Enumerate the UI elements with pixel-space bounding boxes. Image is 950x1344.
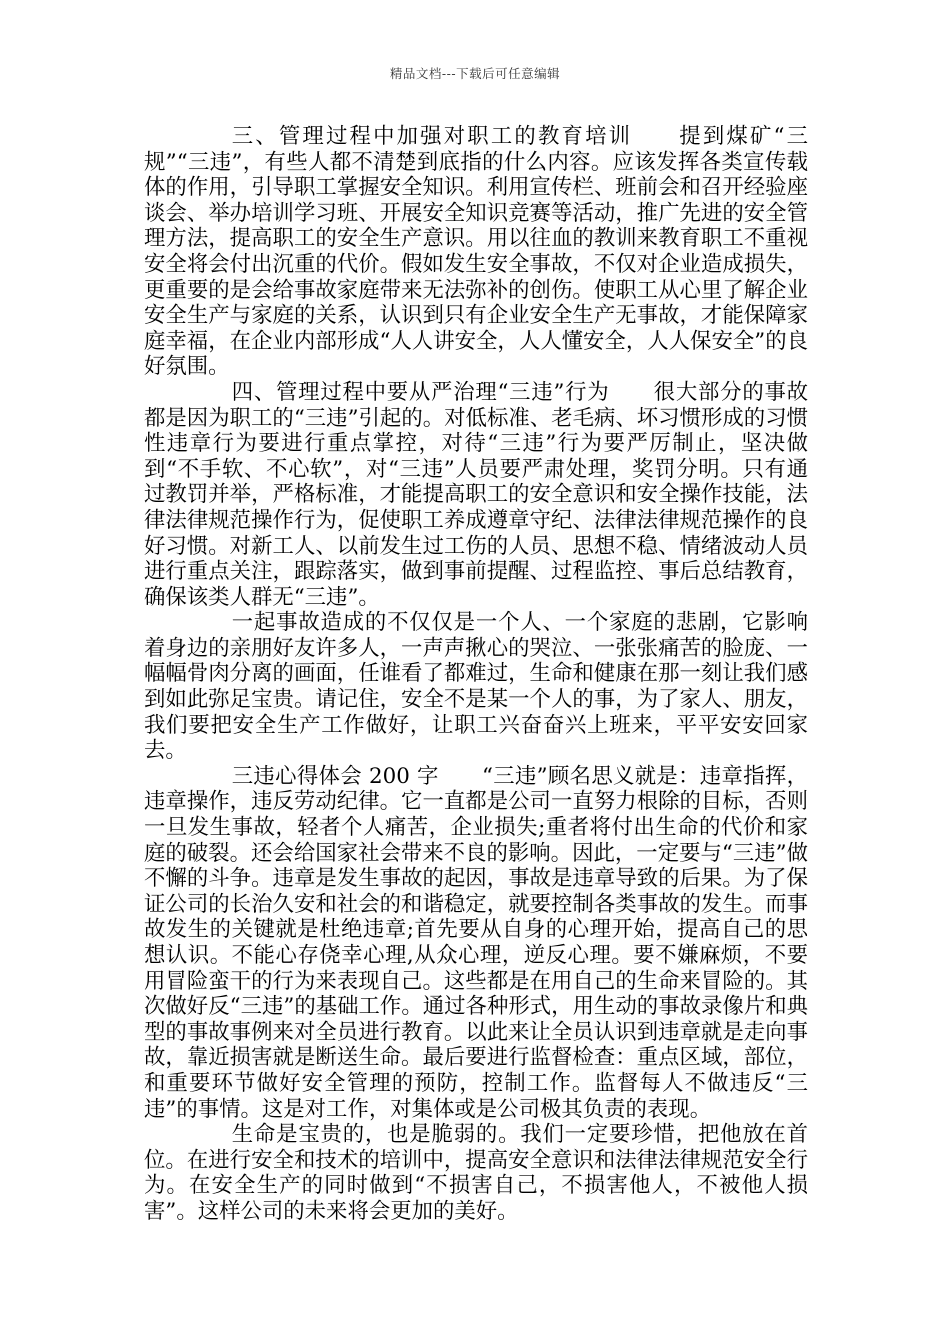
paragraph-accident-tragedy: 一起事故造成的不仅仅是一个人、一个家庭的悲剧，它影响着身边的亲朋好友许多人，一声声揪心的哭泣、一张张痛苦的脸庞、一幅幅骨肉分离的画面，任谁看了都难过，生命和健康在那一刻让我们感到如此弥足宝贵。请记住，安全不是某一个人的事，为了家人、朋友，我们要把安全生产工作做好，让职工兴奋奋兴上班来，平平安安回家去。 xyxy=(144,610,808,764)
paragraph-strict-governance: 四、管理过程中要从严治理“三违”行为 很大部分的事故都是因为职工的“三违”引起的。对低标准、老毛病、坏习惯形成的习惯性违章行为要进行重点掌控，对待“三违”行为要严厉制止，坚决做到“不手软、不心软”，对“三违”人员要严肃处理，奖罚分明。只有通过教罚并举，严格标准，才能提高职工的安全意识和安全操作技能，法律法律规范操作行为，促使职工养成遵章守纪、法律法律规范操作的良好习惯。对新工人、以前发生过工伤的人员、思想不稳、情绪波动人员进行重点关注，跟踪落实，做到事前提醒、过程监控、事后总结教育，确保该类人群无“三违”。 xyxy=(144,379,808,610)
page-header: 精品文档---下载后可任意编辑 xyxy=(389,66,561,81)
paragraph-life-precious: 生命是宝贵的，也是脆弱的。我们一定要珍惜，把他放在首位。在进行安全和技术的培训中，提高安全意识和法律法律规范安全行为。在安全生产的同时做到“不损害自己，不损害他人，不被他人损害”。这样公司的未来将会更加的美好。 xyxy=(144,1122,808,1224)
document-body xyxy=(144,124,808,1225)
paragraph-reflection-200: 三违心得体会 200 字 “三违”顾名思义就是：违章指挥，违章操作，违反劳动纪律。它一直都是公司一直努力根除的目标，否则一旦发生事故，轻者个人痛苦，企业损失;重者将付出生命的代价和家庭的破裂。还会给国家社会带来不良的影响。因此，一定要与“三违”做不懈的斗争。违章是发生事故的起因，事故是违章导致的后果。为了保证公司的长治久安和社会的和谐稳定，就要控制各类事故的发生。而事故发生的关键就是杜绝违章;首先要从自身的心理开始，提高自己的思想认识。不能心存侥幸心理,从众心理，逆反心理。要不嫌麻烦，不要用冒险蛮干的行为来表现自己。这些都是在用自己的生命来冒险的。其次做好反“三违”的基础工作。通过各种形式，用生动的事故录像片和典型的事故事例来对全员进行教育。以此来让全员认识到违章就是走向事故，靠近损害就是断送生命。最后要进行监督检查：重点区域，部位，和重要环节做好安全管理的预防，控制工作。监督每人不做违反“三违”的事情。这是对工作，对集体或是公司极其负责的表现。 xyxy=(144,763,808,1122)
paragraph-education-training: 三、管理过程中加强对职工的教育培训 提到煤矿“三规”“三违”，有些人都不清楚到底指的什么内容。应该发挥各类宣传载体的作用，引导职工掌握安全知识。利用宣传栏、班前会和召开经验座谈会、举办培训学习班、开展安全知识竞赛等活动，推广先进的安全管理方法，提高职工的安全生产意识。用以往血的教训来教育职工不重视安全将会付出沉重的代价。假如发生安全事故，不仅对企业造成损失，更重要的是会给事故家庭带来无法弥补的创伤。使职工从心里了解企业安全生产与家庭的关系，认识到只有企业安全生产无事故，才能保障家庭幸福，在企业内部形成“人人讲安全，人人懂安全，人人保安全”的良好氛围。 xyxy=(144,124,808,380)
